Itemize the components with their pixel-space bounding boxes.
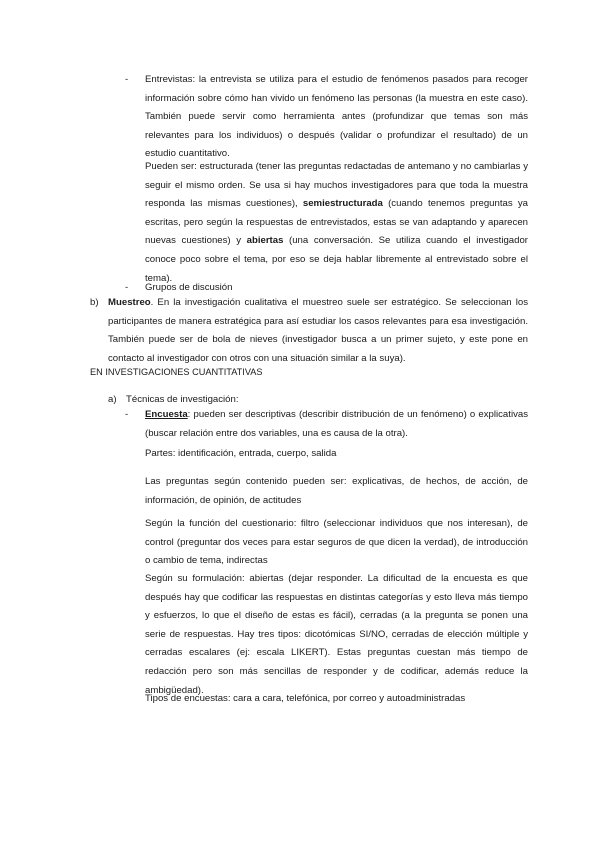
section-heading: EN INVESTIGACIONES CUANTITATIVAS	[90, 367, 263, 377]
contenido-text: Las preguntas según contenido pueden ser: explicativas, de hechos, de acción, de información, de opinión, de actitudes	[145, 476, 528, 506]
partes-text: Partes: identificación, entrada, cuerpo, salida	[145, 448, 337, 459]
tipos-paragraph	[145, 690, 528, 709]
entrevistas-types-paragraph	[145, 158, 528, 288]
encuesta-title: Encuesta	[145, 409, 188, 420]
entrevistas-paragraph	[145, 71, 528, 164]
muestreo-title: Muestreo	[108, 297, 151, 308]
muestreo-paragraph	[108, 294, 528, 368]
types-text-a: Pueden ser: estructurada (tener las preguntas redactadas de antemano y no cambiarlas y seguir el mismo orden. Se usa si hay muchos investigadores para que toda la muestra responda las mismas cuestiones),	[145, 161, 528, 210]
encuesta-text: : pueden ser descriptivas (describir distribución de un fenómeno) o explicativas (buscar relación entre dos variables, una es causa de la otra).	[145, 409, 528, 439]
contenido-paragraph	[145, 473, 528, 510]
types-text-c: (una conversación. Se utiliza cuando el investigador conoce poco sobre el tema, por eso se deja hablar libremente al entrevistado sobre el tema).	[145, 235, 528, 284]
entrevistas-text: Entrevistas: la entrevista se utiliza para el estudio de fenómenos pasados para recoger información sobre cómo han vivido un fenómeno las personas (la muestra en este caso). También puede servir como herramienta antes (profundizar que temas son más relevantes para los individuos) o después (validar o profundizar el resultado) de un estudio cuantitativo.	[145, 74, 528, 160]
formulacion-paragraph	[145, 570, 528, 700]
partes-paragraph	[145, 445, 528, 464]
bullet-dash: -	[125, 409, 129, 420]
list-marker-a: a)	[108, 394, 117, 405]
list-marker-b: b)	[90, 297, 99, 308]
semiestructurada-term: semiestructurada	[302, 198, 383, 210]
muestreo-text: . En la investigación cualitativa el muestreo suele ser estratégico. Se seleccionan los participantes de manera estratégica para así estudiar los casos relevantes para esa investigación. También puede ser de bola de nieves (investigador busca a un primer sujeto, y este pone en contacto al investigador con otros con una situación similar a la suya).	[108, 297, 528, 364]
tipos-text: Tipos de encuestas: cara a cara, telefónica, por correo y autoadministradas	[145, 693, 466, 704]
formulacion-text: Según su formulación: abiertas (dejar responder. La dificultad de la encuesta es que después hay que codificar las respuestas en distintas categorías y esto lleva más tiempo y esfuerzos, lo que el diseño de estas es fácil), cerradas (a la pregunta se ponen una serie de respuestas. Hay tres tipos: dicotómicas SI/NO, cerradas de elección múltiple y cerradas escalares (ej: escala LIKERT). Estas preguntas cuestan más tiempo de redacción pero son más sencillas de responder y de codificar, además reduce la ambigüedad).	[145, 573, 528, 696]
types-text-b: (cuando tenemos preguntas ya escritas, pero según la respuestas de entrevistados, estas se van adaptando y aparecen nuevas cuestiones) y	[145, 198, 528, 247]
bullet-dash: -	[125, 282, 129, 293]
grupos-text: Grupos de discusión	[145, 282, 233, 293]
abiertas-term: abiertas	[246, 235, 284, 247]
encuesta-paragraph	[145, 406, 528, 443]
tecnicas-text: Técnicas de investigación:	[126, 394, 239, 405]
funcion-paragraph	[145, 515, 528, 571]
bullet-dash: -	[125, 74, 129, 85]
funcion-text: Según la función del cuestionario: filtro (seleccionar individuos que nos interesan), de control (preguntar dos veces para estar seguros de que dicen la verdad), de introducción o cambio de tema, indirectas	[145, 518, 528, 567]
